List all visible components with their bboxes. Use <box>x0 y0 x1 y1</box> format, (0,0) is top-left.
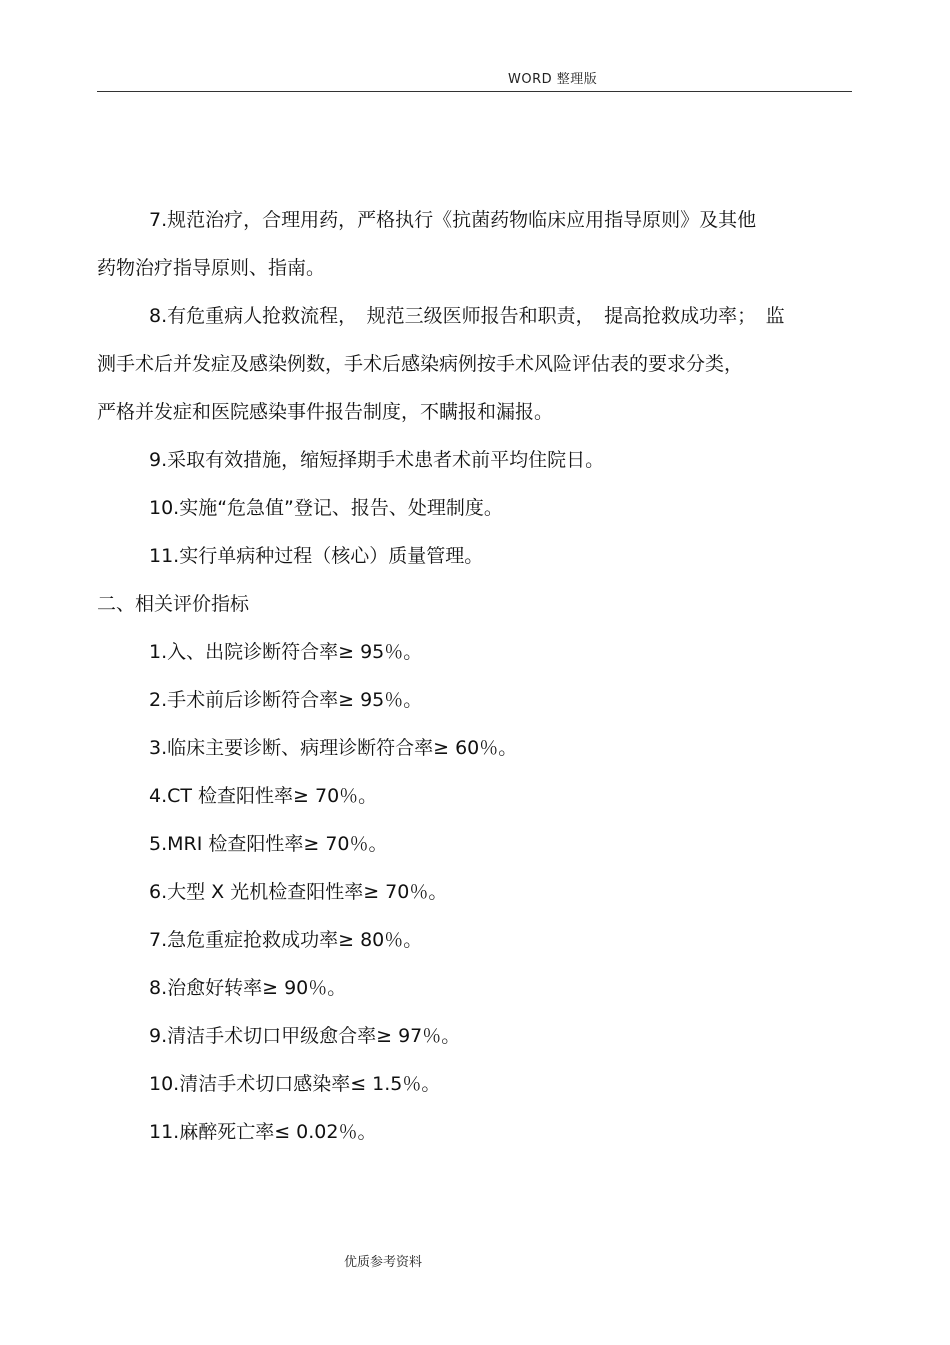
paragraph-7-line-1: 7.规范治疗，合理用药，严格执行《抗菌药物临床应用指导原则》及其他 <box>149 209 757 231</box>
indicator-item: 3.临床主要诊断、病理诊断符合率≥ 60％。 <box>149 737 518 759</box>
paragraph-11 <box>149 544 483 568</box>
indicator-item: 8.治愈好转率≥ 90％。 <box>149 977 347 999</box>
paragraph-9 <box>149 448 604 472</box>
paragraph-10-text: 10.实施“危急值”登记、报告、处理制度。 <box>149 497 503 519</box>
indicator-item: 9.清洁手术切口甲级愈合率≥ 97％。 <box>149 1025 461 1047</box>
header-title: WORD 整理版 <box>508 72 598 87</box>
indicator-item: 6.大型 X 光机检查阳性率≥ 70％。 <box>149 881 448 903</box>
header-divider <box>97 91 852 92</box>
paragraph-7-line-2: 药物治疗指导原则、指南。 <box>97 257 326 279</box>
paragraph-11-text: 11.实行单病种过程（核心）质量管理。 <box>149 545 484 567</box>
paragraph-8-line-3: 严格并发症和医院感染事件报告制度，不瞒报和漏报。 <box>97 401 554 423</box>
indicator-item: 10.清洁手术切口感染率≤ 1.5％。 <box>149 1073 441 1095</box>
paragraph-10 <box>149 496 503 520</box>
section-title-text: 二、相关评价指标 <box>97 593 250 615</box>
indicator-item: 5.MRI 检查阳性率≥ 70％。 <box>149 833 388 855</box>
paragraph-7 <box>97 208 852 280</box>
indicator-item: 2.手术前后诊断符合率≥ 95％。 <box>149 689 423 711</box>
indicator-list <box>149 640 517 1144</box>
paragraph-8 <box>97 304 852 424</box>
indicator-item: 11.麻醉死亡率≤ 0.02％。 <box>149 1121 377 1143</box>
paragraph-8-line-1: 8.有危重病人抢救流程， 规范三级医师报告和职责， 提高抢救成功率； 监 <box>149 305 785 327</box>
indicator-item: 1.入、出院诊断符合率≥ 95％。 <box>149 641 423 663</box>
paragraph-8-line-2: 测手术后并发症及感染例数，手术后感染病例按手术风险评估表的要求分类， <box>97 353 744 375</box>
indicator-item: 7.急危重症抢救成功率≥ 80％。 <box>149 929 423 951</box>
footer-text: 优质参考资料 <box>344 1255 423 1270</box>
section-title <box>97 592 249 616</box>
paragraph-9-text: 9.采取有效措施，缩短择期手术患者术前平均住院日。 <box>149 449 605 471</box>
indicator-item: 4.CT 检查阳性率≥ 70％。 <box>149 785 378 807</box>
